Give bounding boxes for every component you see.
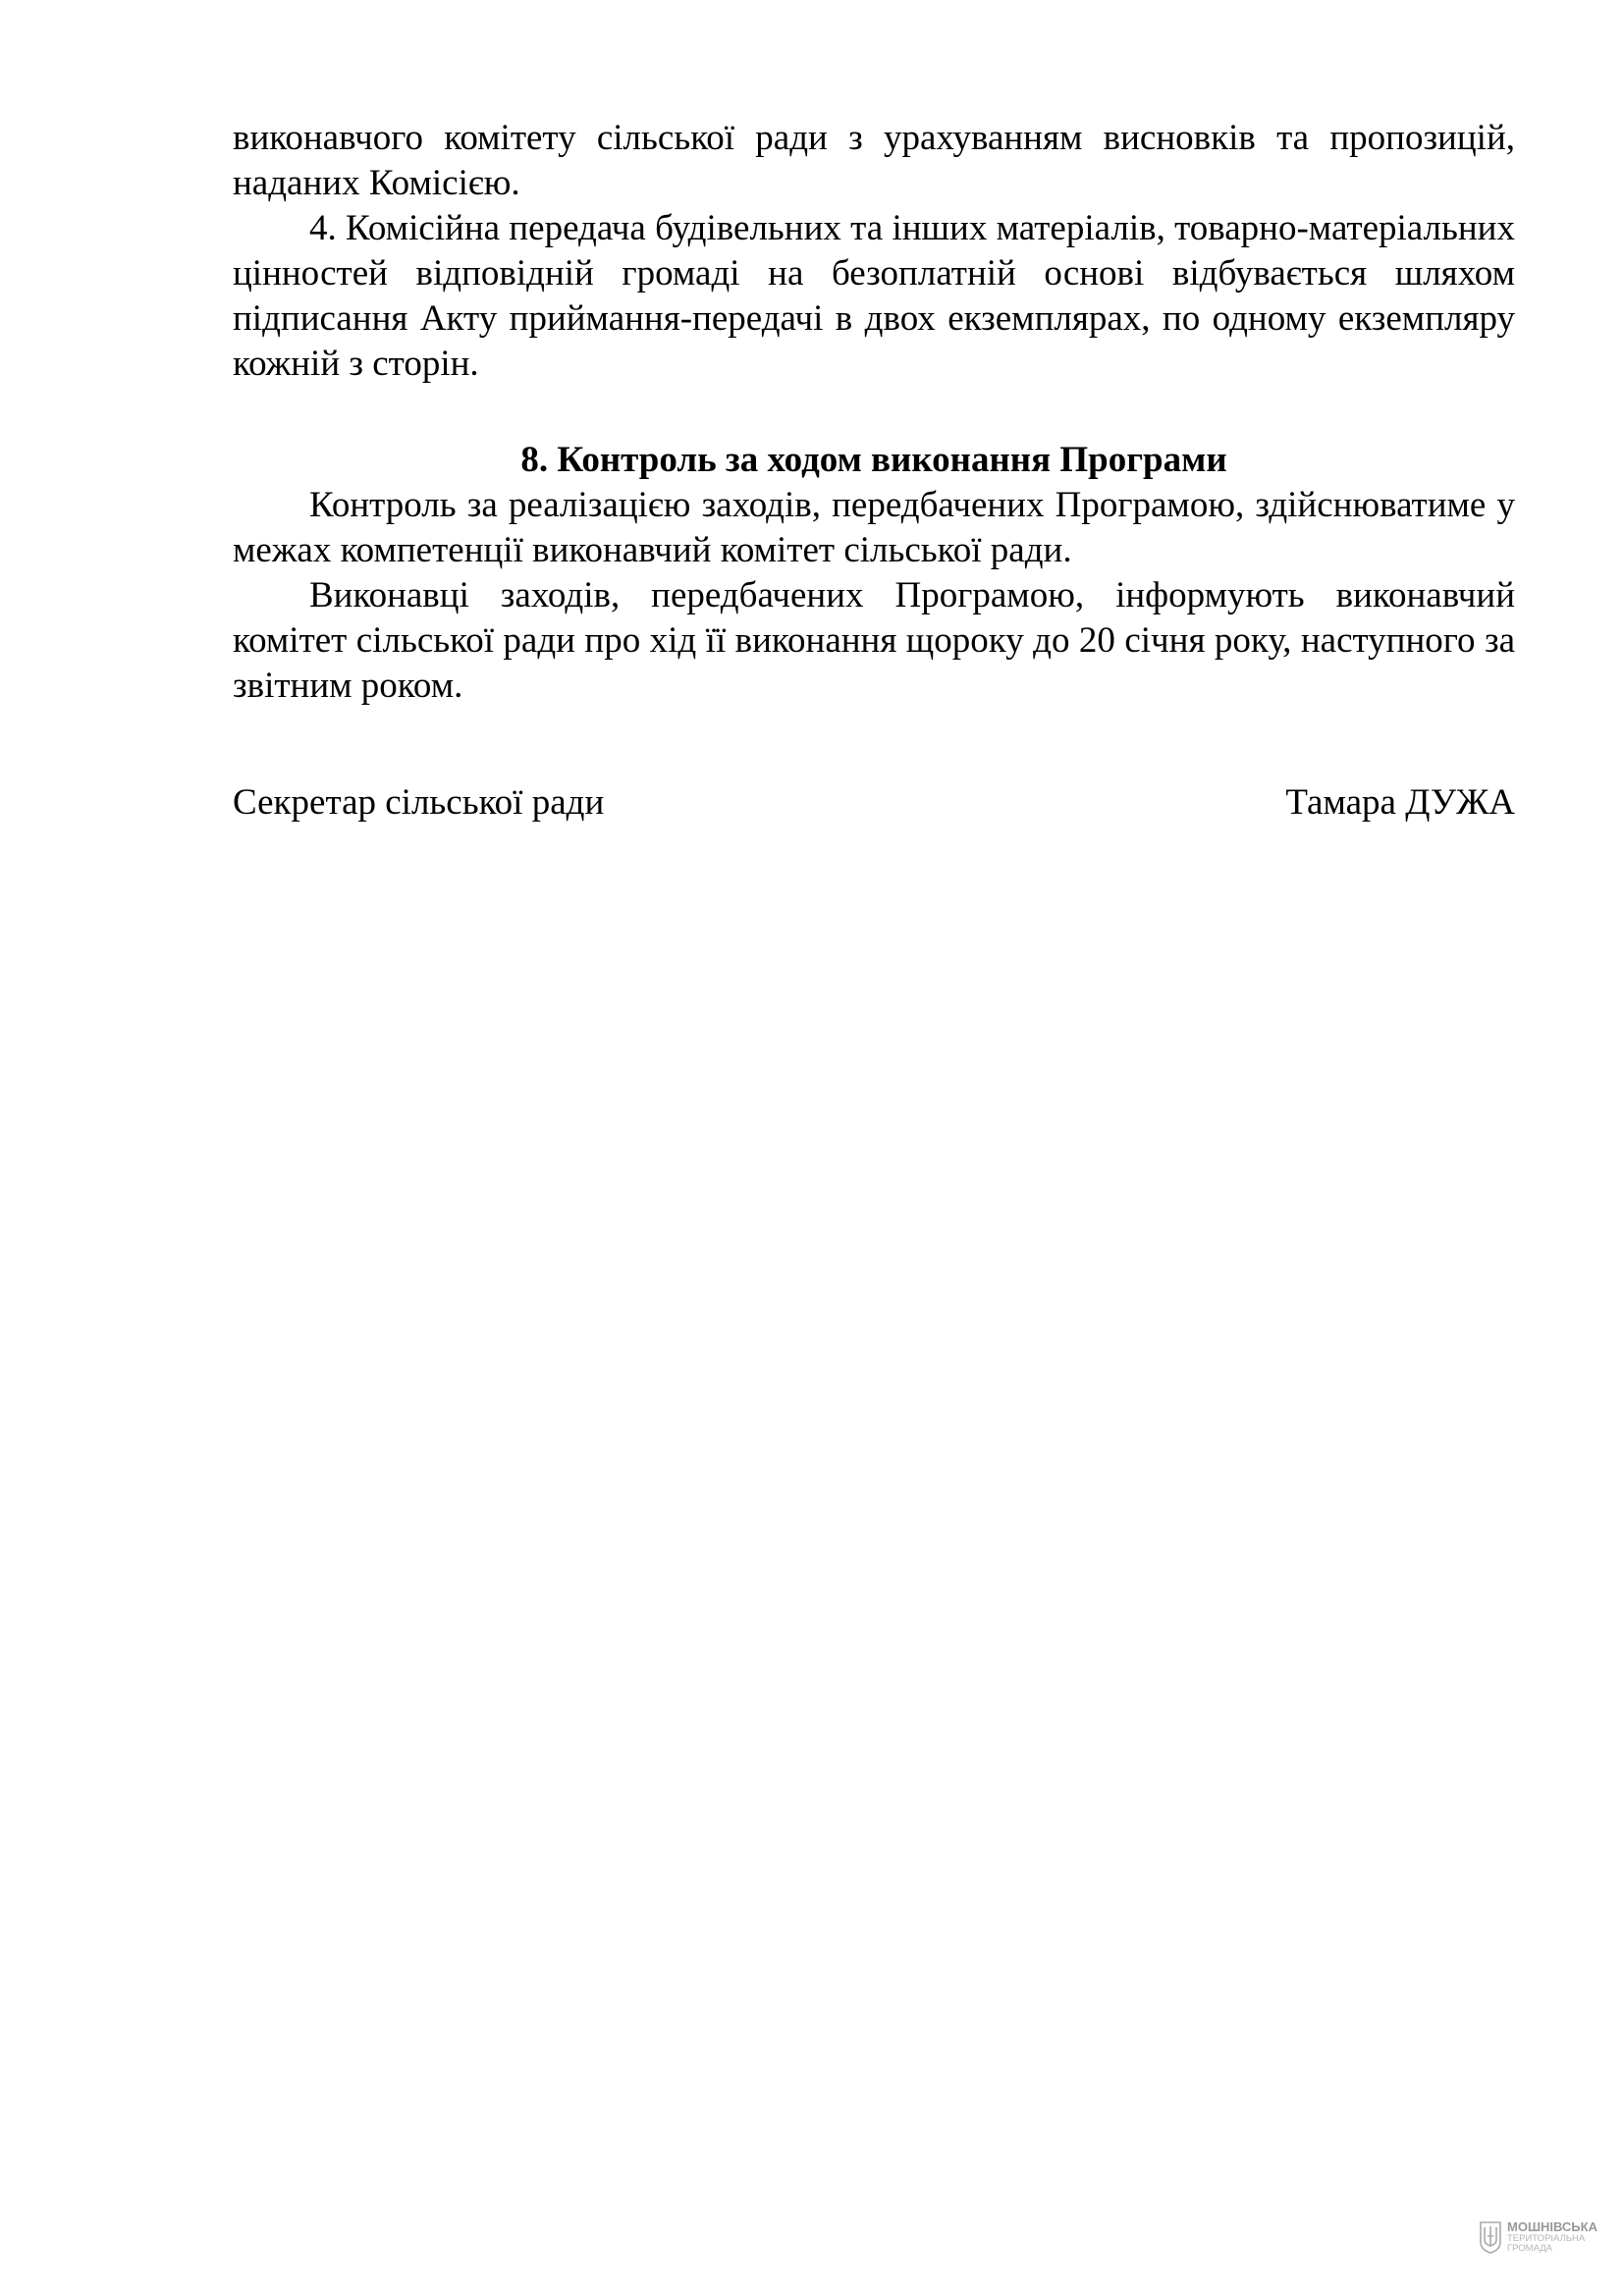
watermark-line-1: ТЕРИТОРІАЛЬНА	[1507, 2232, 1586, 2244]
watermark	[1479, 2220, 1597, 2254]
paragraph-control: Контроль за реалізацією заходів, передбачених Програмою, здійснюватиме у межах компетенції виконавчий комітет сільської ради.	[233, 485, 1515, 570]
trident-emblem-icon	[1479, 2220, 1502, 2254]
watermark-line-2: ГРОМАДА	[1507, 2242, 1552, 2254]
paragraph-executors: Виконавці заходів, передбачених Програмою, інформують виконавчий комітет сільської ради про хід її виконання щороку до 20 січня року, наступного за звітним роком.	[233, 575, 1515, 706]
document-body	[233, 116, 1515, 709]
paragraph-continuation: виконавчого комітету сільської ради з урахуванням висновків та пропозицій, наданих Комісією.	[233, 118, 1515, 203]
paragraph-item-4: 4. Комісійна передача будівельних та інших матеріалів, товарно-матеріальних цінностей відповідній громаді на безоплатній основі відбувається шляхом підписання Акту приймання-передачі в двох екземплярах, по одному екземпляру кожній з сторін.	[233, 208, 1515, 384]
signature-position: Секретар сільської ради	[233, 782, 605, 823]
watermark-title: МОШНІВСЬКА	[1507, 2219, 1597, 2235]
section-heading: 8. Контроль за ходом виконання Програми	[520, 440, 1227, 480]
signature-block	[233, 780, 1515, 826]
signature-name: Тамара ДУЖА	[1285, 782, 1515, 823]
